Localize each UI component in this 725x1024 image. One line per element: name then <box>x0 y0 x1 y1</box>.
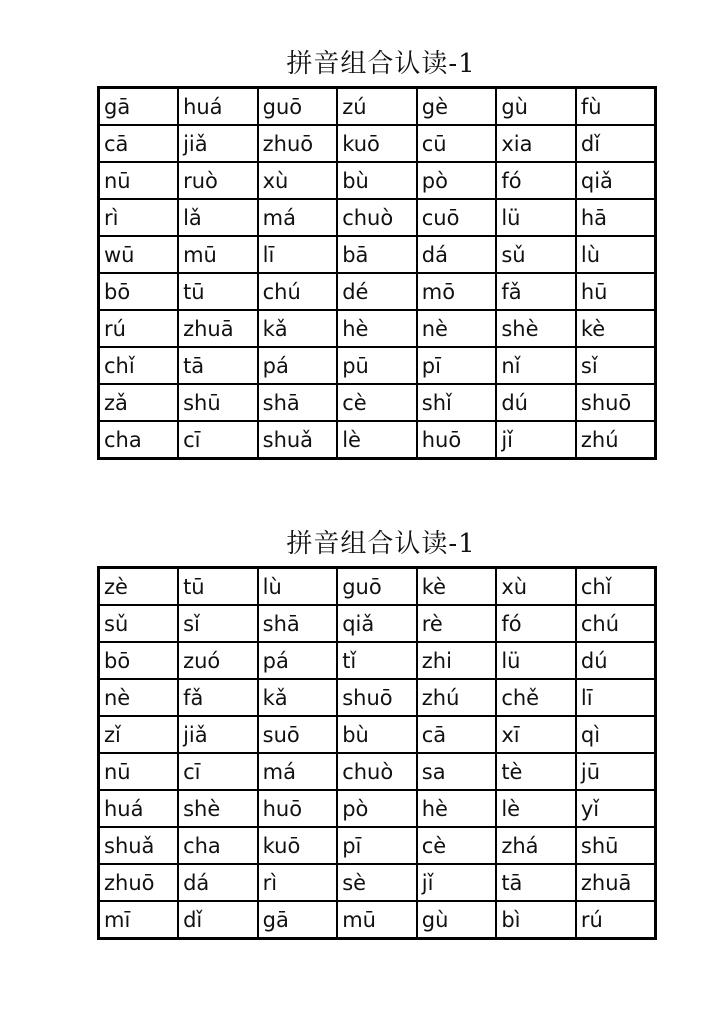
pinyin-cell: zú <box>337 88 417 126</box>
pinyin-cell: zǎ <box>99 384 179 421</box>
pinyin-cell: cā <box>417 716 497 753</box>
pinyin-cell: chě <box>496 679 576 716</box>
pinyin-cell: guō <box>258 88 338 126</box>
pinyin-cell: zhi <box>417 642 497 679</box>
grid-row <box>99 827 656 864</box>
pinyin-cell: shǐ <box>417 384 497 421</box>
pinyin-cell: cha <box>178 827 258 864</box>
pinyin-cell: xù <box>496 568 576 606</box>
pinyin-cell: kè <box>417 568 497 606</box>
pinyin-cell: fó <box>496 605 576 642</box>
pinyin-cell: kǎ <box>258 679 338 716</box>
pinyin-cell: huō <box>258 790 338 827</box>
grid-row <box>99 273 656 310</box>
pinyin-cell: cā <box>99 125 179 162</box>
grid-row <box>99 421 656 459</box>
worksheet-2 <box>97 522 657 940</box>
pinyin-cell: rú <box>576 901 656 939</box>
worksheet-title: 拼音组合认读-1 <box>286 49 476 79</box>
pinyin-cell: shè <box>496 310 576 347</box>
grid-row <box>99 384 656 421</box>
pinyin-cell: dé <box>337 273 417 310</box>
pinyin-cell: huá <box>178 88 258 126</box>
pinyin-cell: shū <box>576 827 656 864</box>
pinyin-cell: nǐ <box>496 347 576 384</box>
pinyin-cell: jiǎ <box>178 716 258 753</box>
pinyin-cell: shā <box>258 605 338 642</box>
pinyin-cell: lī <box>576 679 656 716</box>
pinyin-cell: tè <box>496 753 576 790</box>
pinyin-cell: jǐ <box>496 421 576 459</box>
pinyin-cell: tū <box>178 273 258 310</box>
pinyin-cell: ruò <box>178 162 258 199</box>
pinyin-cell: zhá <box>496 827 576 864</box>
pinyin-cell: zhuō <box>258 125 338 162</box>
pinyin-cell: cuō <box>417 199 497 236</box>
pinyin-cell: qì <box>576 716 656 753</box>
pinyin-cell: bù <box>337 716 417 753</box>
pinyin-cell: huá <box>99 790 179 827</box>
grid-row <box>99 753 656 790</box>
pinyin-cell: pī <box>417 347 497 384</box>
grid-row <box>99 679 656 716</box>
pinyin-cell: gā <box>99 88 179 126</box>
pinyin-cell: bō <box>99 642 179 679</box>
pinyin-cell: bā <box>337 236 417 273</box>
grid-row <box>99 642 656 679</box>
pinyin-cell: shuǎ <box>258 421 338 459</box>
pinyin-cell: shuō <box>337 679 417 716</box>
pinyin-cell: bō <box>99 273 179 310</box>
pinyin-cell: chǐ <box>99 347 179 384</box>
pinyin-cell: lè <box>337 421 417 459</box>
pinyin-cell: cè <box>417 827 497 864</box>
pinyin-cell: fǎ <box>178 679 258 716</box>
pinyin-cell: zhú <box>576 421 656 459</box>
pinyin-cell: hè <box>417 790 497 827</box>
pinyin-cell: shuō <box>576 384 656 421</box>
pinyin-cell: pò <box>337 790 417 827</box>
pinyin-cell: jiǎ <box>178 125 258 162</box>
pinyin-cell: dǐ <box>576 125 656 162</box>
pinyin-cell: fǎ <box>496 273 576 310</box>
pinyin-cell: sǔ <box>496 236 576 273</box>
grid-row <box>99 716 656 753</box>
pinyin-cell: zhuō <box>99 864 179 901</box>
pinyin-cell: dá <box>178 864 258 901</box>
grid-row <box>99 125 656 162</box>
pinyin-cell: dú <box>576 642 656 679</box>
grid-row <box>99 236 656 273</box>
pinyin-cell: má <box>258 199 338 236</box>
pinyin-cell: xī <box>496 716 576 753</box>
pinyin-cell: sǐ <box>576 347 656 384</box>
pinyin-cell: hā <box>576 199 656 236</box>
pinyin-cell: pī <box>337 827 417 864</box>
pinyin-cell: mī <box>99 901 179 939</box>
pinyin-cell: tā <box>496 864 576 901</box>
grid-row <box>99 864 656 901</box>
pinyin-cell: chú <box>576 605 656 642</box>
pinyin-cell: kè <box>576 310 656 347</box>
pinyin-cell: dá <box>417 236 497 273</box>
grid-row <box>99 88 656 126</box>
pinyin-cell: shuǎ <box>99 827 179 864</box>
pinyin-cell: jū <box>576 753 656 790</box>
grid-row <box>99 605 656 642</box>
worksheet-title: 拼音组合认读-1 <box>286 529 476 559</box>
pinyin-cell: lǎ <box>178 199 258 236</box>
pinyin-cell: dǐ <box>178 901 258 939</box>
pinyin-cell: shā <box>258 384 338 421</box>
grid-row <box>99 790 656 827</box>
pinyin-cell: hū <box>576 273 656 310</box>
pinyin-cell: gā <box>258 901 338 939</box>
pinyin-cell: pá <box>258 347 338 384</box>
pinyin-cell: pū <box>337 347 417 384</box>
pinyin-cell: cī <box>178 753 258 790</box>
pinyin-cell: chú <box>258 273 338 310</box>
pinyin-cell: xù <box>258 162 338 199</box>
pinyin-cell: pò <box>417 162 497 199</box>
pinyin-grid <box>97 86 657 460</box>
pinyin-cell: zuó <box>178 642 258 679</box>
grid-row <box>99 347 656 384</box>
pinyin-cell: sa <box>417 753 497 790</box>
pinyin-cell: nè <box>99 679 179 716</box>
pinyin-cell: suō <box>258 716 338 753</box>
pinyin-cell: qiǎ <box>337 605 417 642</box>
pinyin-cell: mū <box>337 901 417 939</box>
pinyin-cell: zhuā <box>178 310 258 347</box>
pinyin-cell: cè <box>337 384 417 421</box>
pinyin-cell: cī <box>178 421 258 459</box>
pinyin-cell: fó <box>496 162 576 199</box>
grid-row <box>99 310 656 347</box>
pinyin-cell: xia <box>496 125 576 162</box>
pinyin-cell: sǐ <box>178 605 258 642</box>
pinyin-cell: lü <box>496 642 576 679</box>
pinyin-cell: lü <box>496 199 576 236</box>
pinyin-cell: dú <box>496 384 576 421</box>
pinyin-cell: bù <box>337 162 417 199</box>
worksheet-1 <box>97 42 657 460</box>
pinyin-cell: zhú <box>417 679 497 716</box>
pinyin-cell: rì <box>99 199 179 236</box>
pinyin-cell: nū <box>99 162 179 199</box>
pinyin-grid <box>97 566 657 940</box>
grid-row <box>99 568 656 606</box>
pinyin-cell: sǔ <box>99 605 179 642</box>
pinyin-cell: yǐ <box>576 790 656 827</box>
pinyin-cell: lù <box>258 568 338 606</box>
pinyin-cell: tā <box>178 347 258 384</box>
pinyin-cell: fù <box>576 88 656 126</box>
pinyin-cell: kuō <box>337 125 417 162</box>
pinyin-cell: cha <box>99 421 179 459</box>
pinyin-cell: kuō <box>258 827 338 864</box>
pinyin-cell: qiǎ <box>576 162 656 199</box>
pinyin-cell: guō <box>337 568 417 606</box>
pinyin-cell: zè <box>99 568 179 606</box>
pinyin-cell: mō <box>417 273 497 310</box>
grid-row <box>99 901 656 939</box>
pinyin-cell: nū <box>99 753 179 790</box>
pinyin-cell: rè <box>417 605 497 642</box>
pinyin-cell: pá <box>258 642 338 679</box>
pinyin-cell: nè <box>417 310 497 347</box>
pinyin-cell: gù <box>496 88 576 126</box>
pinyin-cell: sè <box>337 864 417 901</box>
pinyin-cell: tǐ <box>337 642 417 679</box>
pinyin-cell: bì <box>496 901 576 939</box>
pinyin-cell: jǐ <box>417 864 497 901</box>
pinyin-cell: huō <box>417 421 497 459</box>
pinyin-cell: cū <box>417 125 497 162</box>
pinyin-cell: kǎ <box>258 310 338 347</box>
pinyin-cell: mū <box>178 236 258 273</box>
pinyin-cell: rì <box>258 864 338 901</box>
pinyin-cell: chuò <box>337 199 417 236</box>
pinyin-cell: hè <box>337 310 417 347</box>
pinyin-cell: chuò <box>337 753 417 790</box>
pinyin-cell: shè <box>178 790 258 827</box>
pinyin-cell: shū <box>178 384 258 421</box>
pinyin-cell: lè <box>496 790 576 827</box>
pinyin-cell: wū <box>99 236 179 273</box>
grid-row <box>99 199 656 236</box>
pinyin-cell: zǐ <box>99 716 179 753</box>
pinyin-cell: lī <box>258 236 338 273</box>
pinyin-cell: gù <box>417 901 497 939</box>
grid-row <box>99 162 656 199</box>
pinyin-cell: lù <box>576 236 656 273</box>
pinyin-cell: gè <box>417 88 497 126</box>
pinyin-cell: tū <box>178 568 258 606</box>
pinyin-cell: má <box>258 753 338 790</box>
pinyin-cell: chǐ <box>576 568 656 606</box>
pinyin-cell: rú <box>99 310 179 347</box>
pinyin-cell: zhuā <box>576 864 656 901</box>
